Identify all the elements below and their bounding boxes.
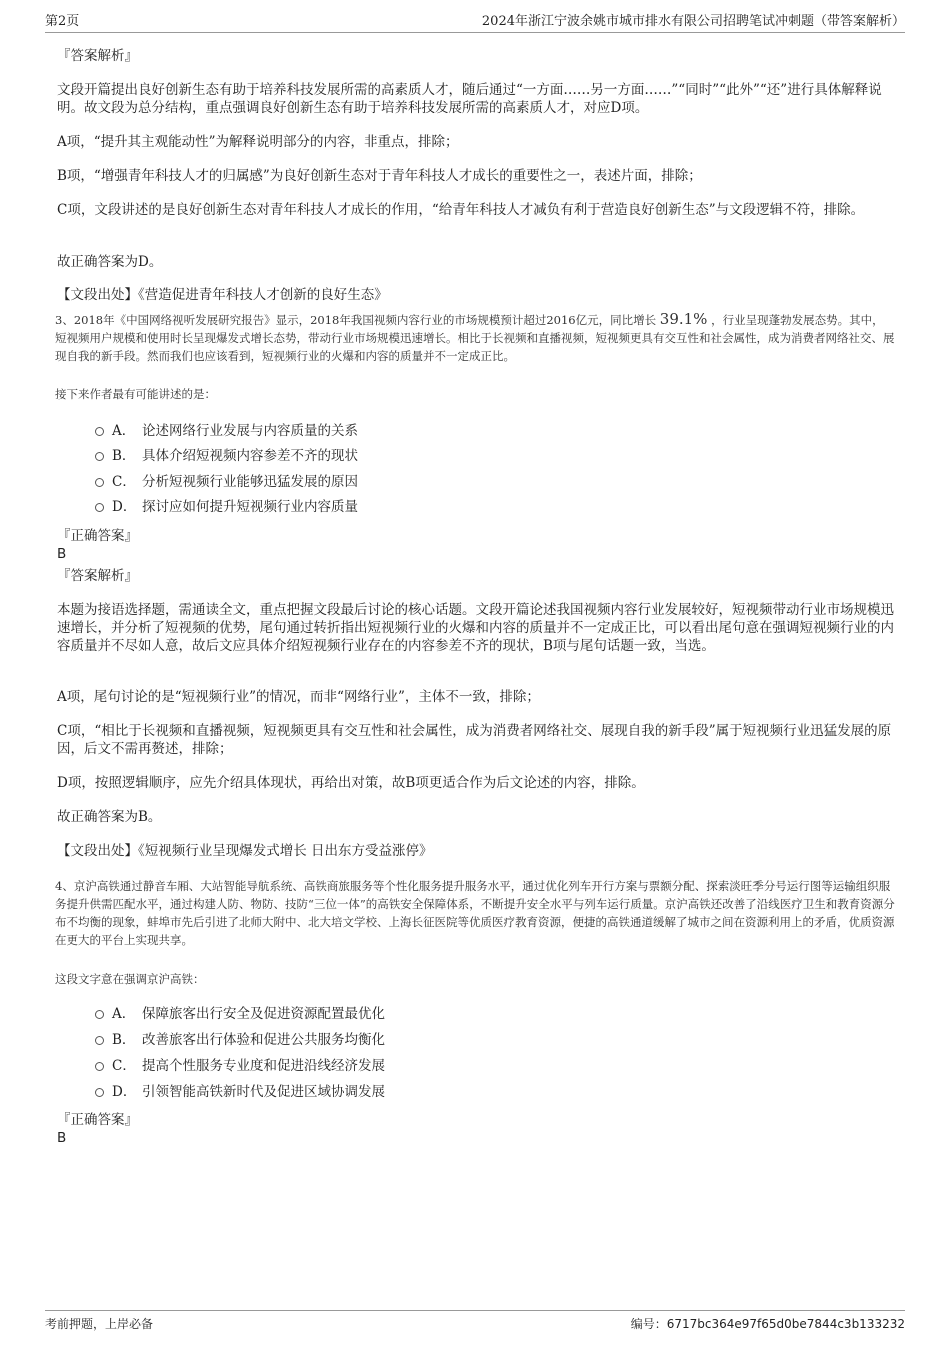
page-footer: [45, 1310, 905, 1333]
footer-slogan: 考前押题，上岸必备: [45, 1317, 154, 1331]
explain-option-b: B项，“增强青年科技人才的归属感”为良好创新生态对于青年科技人才成长的重要性之一，表述片面，排除；: [57, 168, 702, 184]
explain-option-c: C项，“相比于长视频和直播视频，短视频更具有交互性和社会属性，成为消费者网络社交、展现自我的新手段”属于短视频行业迅猛发展的原因，后文不需再赘述，排除；: [57, 723, 892, 757]
question-stem: 4、京沪高铁通过静音车厢、大站智能导航系统、高铁商旅服务等个性化服务提升服务水平，通过优化列车开行方案与票额分配、探索淡旺季分号运行图等运输组织服务提升供需匹配水平，通过构建人防、物防、技防“三位一体”的高铁安全保障体系，不断提升安全水平与列车运行质量。京沪高铁还改善了沿线医疗卫生和教育资源分布不均衡的现象，蚌埠市先后引进了北师大附中、北大培文学校、上海长征医院等优质医疗教育资源，便捷的高铁通道缓解了城市之间在资源利用上的矛盾，优质资源在更大的平台上实现共享。: [55, 879, 895, 947]
question-prompt: 这段文字意在强调京沪高铁：: [55, 972, 205, 986]
explain-conclusion: 故正确答案为D。: [57, 254, 163, 270]
option-c[interactable]: C． 提高个性服务专业度和促进沿线经济发展: [95, 1057, 385, 1075]
explain-paragraph: 文段开篇提出良好创新生态有助于培养科技发展所需的高素质人才，随后通过“一方面……另一方面……”“同时”“此外”“还”进行具体解释说明。故文段为总分结构，重点强调良好创新生态有助于培养科技发展所需的高素质人才，对应D项。: [57, 82, 882, 116]
option-a[interactable]: A． 保障旅客出行安全及促进资源配置最优化: [95, 1005, 385, 1023]
radio-icon[interactable]: [95, 1036, 104, 1045]
option-a[interactable]: A． 论述网络行业发展与内容质量的关系: [95, 422, 358, 440]
radio-icon[interactable]: [95, 1088, 104, 1097]
source-citation: 【文段出处】《短视频行业呈现爆发式增长 日出东方受益涨停》: [57, 843, 433, 859]
page-number: 第2页: [45, 14, 80, 29]
correct-answer: B: [57, 546, 67, 562]
question-prompt: 接下来作者最有可能讲述的是：: [55, 387, 216, 401]
footer-code: 编号：6717bc364e97f65d0be7844c3b133232: [630, 1317, 905, 1331]
radio-icon[interactable]: [95, 478, 104, 487]
explain-paragraph: 本题为接语选择题，需通读全文，重点把握文段最后讨论的核心话题。文段开篇论述我国视频内容行业发展较好，短视频带动行业市场规模迅速增长，并分析了短视频的优势，尾句通过转折指出短视频行业的火爆和内容的质量并不一定成正比，可以看出尾句意在强调短视频行业的内容质量并不尽如人意，故后文应具体介绍短视频行业存在的内容参差不齐的现状，B项与尾句话题一致，当选。: [57, 602, 894, 654]
answer-explain-label: 『答案解析』: [57, 48, 138, 64]
correct-answer: B: [57, 1130, 67, 1146]
radio-icon[interactable]: [95, 1010, 104, 1019]
question-stem-part2: ，行业呈现蓬勃发展态势。其中，短视频用户规模和使用时长呈现爆发式增长态势，带动行业市场规模迅速增长。相比于长视频和直播视频，短视频更具有交互性和社会属性，成为消费者网络社交、展现自我的新手段。然而我们也应该看到，短视频行业的火爆和内容的质量并不一定成正比。: [55, 313, 895, 363]
question-stem: [55, 310, 895, 365]
radio-icon[interactable]: [95, 503, 104, 512]
radio-icon[interactable]: [95, 452, 104, 461]
explain-conclusion: 故正确答案为B。: [57, 809, 162, 825]
explain-option-a: A项，“提升其主观能动性”为解释说明部分的内容，非重点，排除；: [57, 134, 459, 150]
option-c[interactable]: C． 分析短视频行业能够迅猛发展的原因: [95, 473, 358, 491]
explain-option-a: A项，尾句讨论的是“短视频行业”的情况，而非“网络行业”，主体不一致，排除；: [57, 689, 540, 705]
correct-answer-label: 『正确答案』: [57, 1112, 138, 1128]
explain-option-d: D项，按照逻辑顺序，应先介绍具体现状，再给出对策，故B项更适合作为后文论述的内容，排除。: [57, 775, 645, 791]
source-citation: 【文段出处】《营造促进青年科技人才创新的良好生态》: [57, 287, 388, 303]
answer-explain-label: 『答案解析』: [57, 568, 138, 584]
option-b[interactable]: B． 具体介绍短视频内容参差不齐的现状: [95, 447, 358, 465]
radio-icon[interactable]: [95, 427, 104, 436]
correct-answer-label: 『正确答案』: [57, 528, 138, 544]
option-b[interactable]: B． 改善旅客出行体验和促进公共服务均衡化: [95, 1031, 385, 1049]
question-stem-part1: 3、2018年《中国网络视听发展研究报告》显示，2018年我国视频内容行业的市场规模预计超过2016亿元，同比增长: [55, 313, 657, 327]
page-header: [45, 12, 905, 33]
radio-icon[interactable]: [95, 1062, 104, 1071]
growth-rate: 39.1%: [659, 310, 708, 328]
explain-option-c: C项，文段讲述的是良好创新生态对青年科技人才成长的作用，“给青年科技人才减负有利于营造良好创新生态”与文段逻辑不符，排除。: [57, 202, 865, 218]
document-title: 2024年浙江宁波余姚市城市排水有限公司招聘笔试冲刺题（带答案解析）: [481, 14, 905, 29]
option-d[interactable]: D． 探讨应如何提升短视频行业内容质量: [95, 498, 358, 516]
option-d[interactable]: D． 引领智能高铁新时代及促进区域协调发展: [95, 1083, 385, 1101]
